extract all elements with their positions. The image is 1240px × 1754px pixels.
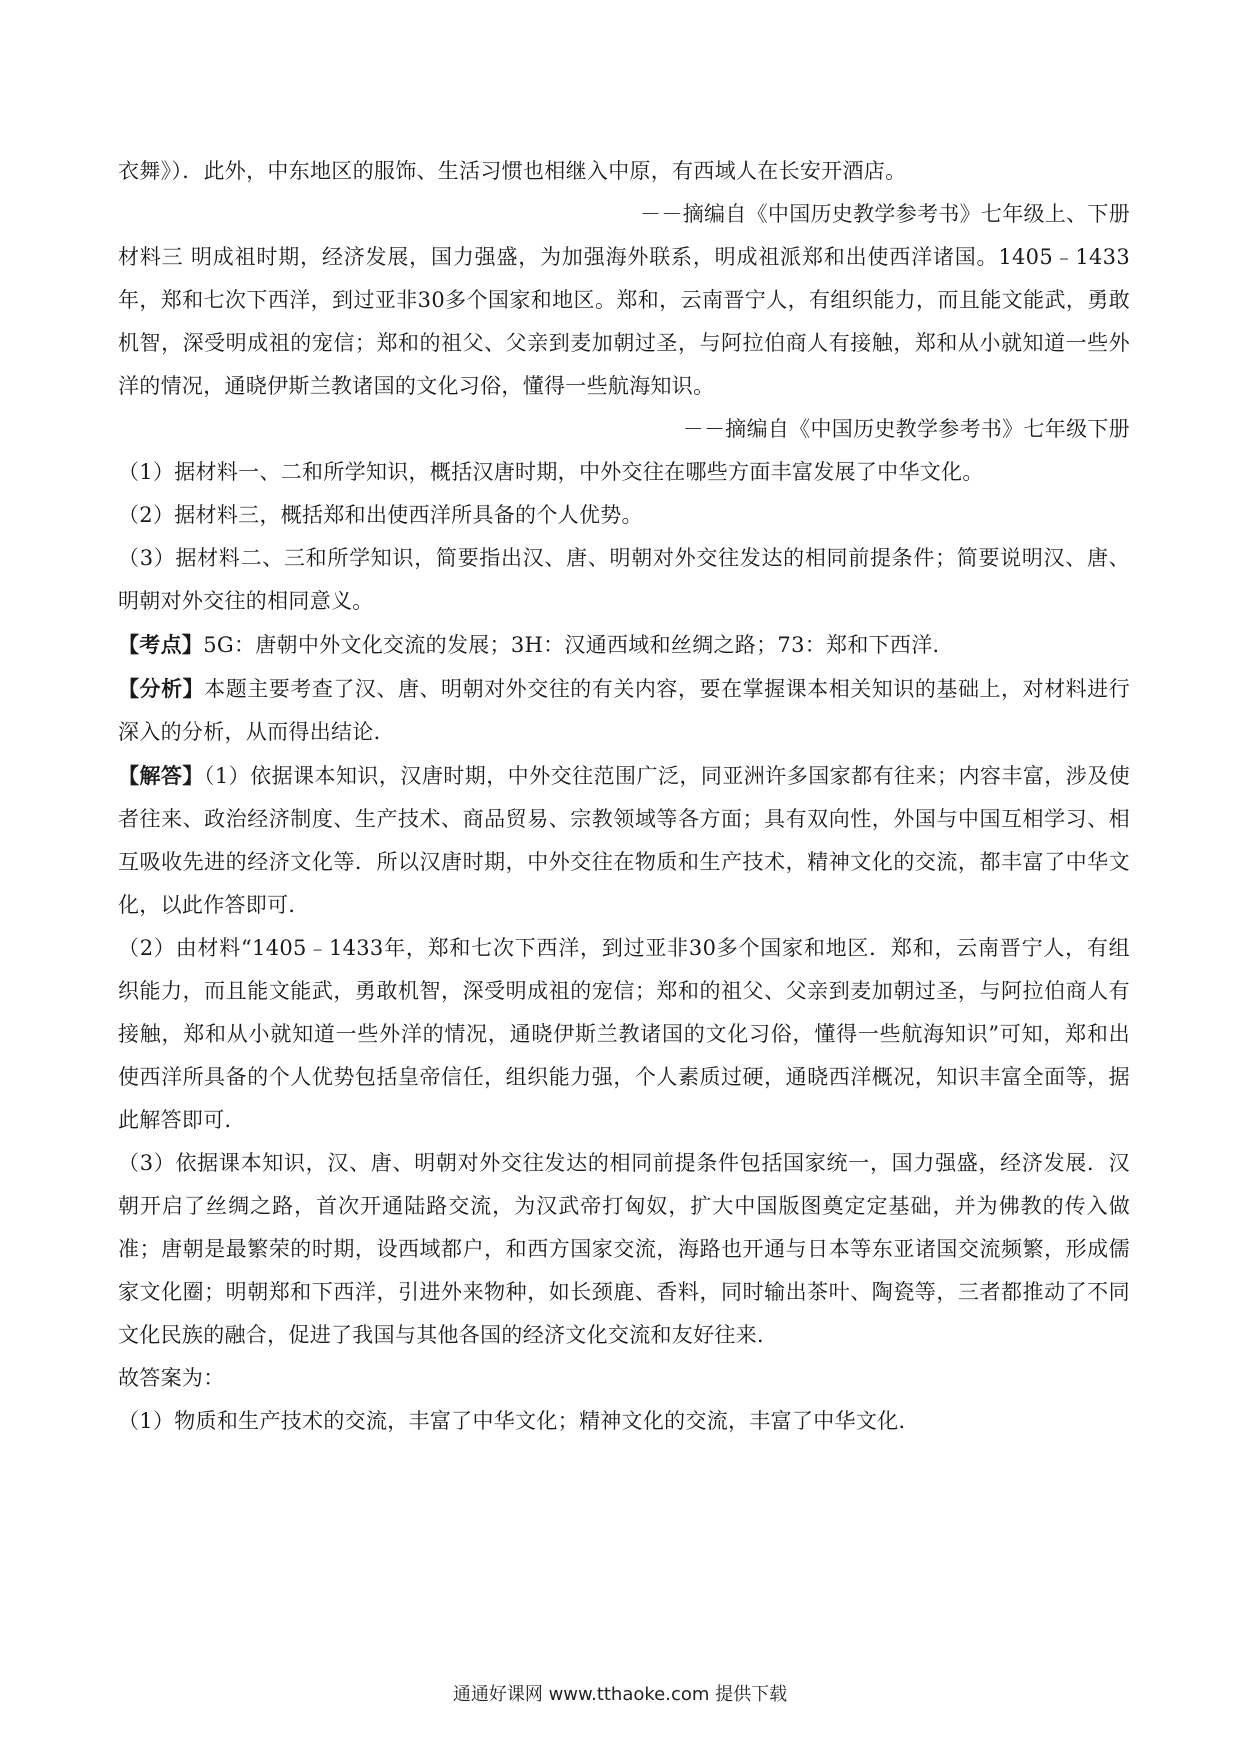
fenxi-label: 【分析】: [118, 676, 205, 701]
jieda-section: [118, 754, 1130, 927]
final-answer-1: （1）物质和生产技术的交流，丰富了中华文化；精神文化的交流，丰富了中华文化．: [118, 1409, 920, 1433]
answer-intro: 故答案为：: [118, 1366, 225, 1390]
document-body: [118, 150, 1130, 1443]
material-three: 材料三 明成祖时期，经济发展，国力强盛，为加强海外联系，明成祖派郑和出使西洋诸国。1405﹣1433年，郑和七次下西洋，到过亚非30多个国家和地区。郑和，云南晋宁人，有组织能力，而且能文能武，勇敢机智，深受明成祖的宠信；郑和的祖父、父亲到麦加朝过圣，与阿拉伯商人有接触，郑和从小就知道一些外洋的情况，通晓伊斯兰教诸国的文化习俗，懂得一些航海知识。: [118, 245, 1130, 398]
kaodian-label: 【考点】: [118, 632, 204, 657]
answer-2-explanation: （2）由材料“1405﹣1433年，郑和七次下西洋，到过亚非30多个国家和地区．郑和，云南晋宁人，有组织能力，而且能文能武，勇敢机智，深受明成祖的宠信；郑和的祖父、父亲到麦加朝过圣，与阿拉伯商人有接触，郑和从小就知道一些外洋的情况，通晓伊斯兰教诸国的文化习俗，懂得一些航海知识”可知，郑和出使西洋所具备的个人优势包括皇帝信任，组织能力强，个人素质过硬，通晓西洋概况，知识丰富全面等，据此解答即可．: [118, 936, 1130, 1132]
question-1: （1）据材料一、二和所学知识，概括汉唐时期，中外交往在哪些方面丰富发展了中华文化。: [118, 460, 984, 484]
jieda-label: 【解答】: [118, 763, 204, 788]
jieda-text: （1）依据课本知识，汉唐时期，中外交往范围广泛，同亚洲许多国家都有往来；内容丰富，涉及使者往来、政治经济制度、生产技术、商品贸易、宗教领域等各方面；具有双向性，外国与中国互相学习、相互吸收先进的经济文化等．所以汉唐时期，中外交往在物质和生产技术，精神文化的交流，都丰富了中华文化，以此作答即可．: [118, 764, 1130, 917]
kaodian-section: [118, 623, 1130, 667]
paragraph-continuation: 衣舞》）．此外，中东地区的服饰、生活习惯也相继入中原，有西域人在长安开酒店。: [118, 159, 907, 183]
fenxi-text: 本题主要考查了汉、唐、明朝对外交往的有关内容，要在掌握课本相关知识的基础上，对材料进行深入的分析，从而得出结论．: [118, 677, 1130, 744]
source-citation-1: －－摘编自《中国历史教学参考书》七年级上、下册: [640, 202, 1130, 226]
fenxi-section: [118, 667, 1130, 754]
page-footer: 通通好课网 www.tthaoke.com 提供下载: [452, 1684, 788, 1705]
answer-3-explanation: （3）依据课本知识，汉、唐、明朝对外交往发达的相同前提条件包括国家统一，国力强盛，经济发展．汉朝开启了丝绸之路，首次开通陆路交流，为汉武帝打匈奴，扩大中国版图奠定定基础，并为佛教的传入做准；唐朝是最繁荣的时期，设西域都户，和西方国家交流，海路也开通与日本等东亚诸国交流频繁，形成儒家文化圈；明朝郑和下西洋，引进外来物种，如长颈鹿、香料，同时输出茶叶、陶瓷等，三者都推动了不同文化民族的融合，促进了我国与其他各国的经济文化交流和友好往来．: [118, 1151, 1130, 1347]
question-3: （3）据材料二、三和所学知识，简要指出汉、唐、明朝对外交往发达的相同前提条件；简要说明汉、唐、明朝对外交往的相同意义。: [118, 546, 1130, 613]
kaodian-text: 5G：唐朝中外文化交流的发展；3H：汉通西域和丝绸之路；73：郑和下西洋．: [203, 633, 954, 657]
source-citation-2: －－摘编自《中国历史教学参考书》七年级下册: [682, 417, 1130, 441]
question-2: （2）据材料三，概括郑和出使西洋所具备的个人优势。: [118, 503, 643, 527]
